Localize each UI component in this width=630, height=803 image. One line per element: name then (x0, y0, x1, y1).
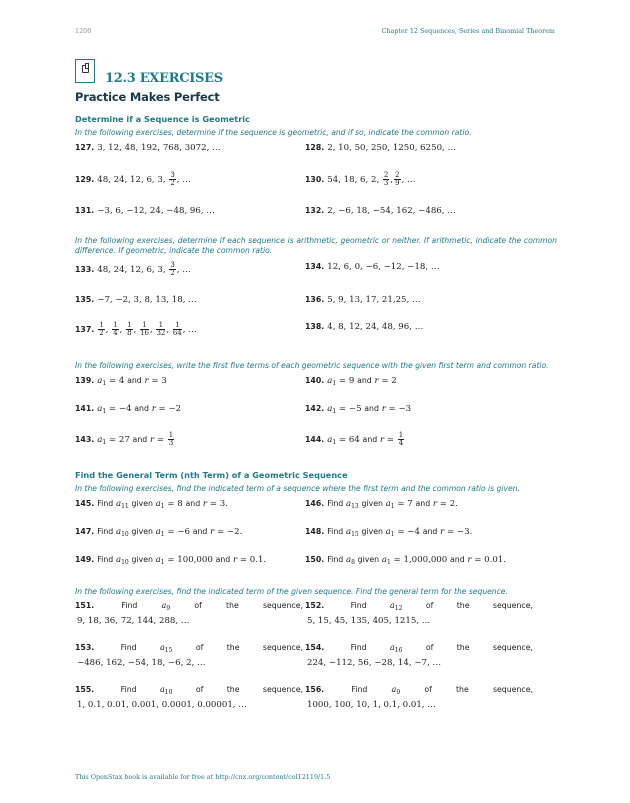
fraction: $\frac{1}{8}$ (127, 321, 132, 337)
exercise-142: 142. $a_1 = -5$ and r = −3 (305, 404, 412, 415)
exercise-150: 150. Find $a_8$ given $a_1 = 1,000,000$ and r = 0.01. (305, 555, 507, 566)
instruction-first-five: In the following exercises, write the first five terms of each geometric sequence with the given first term and common ratio. (75, 361, 549, 370)
fraction: $\frac{2}{3}$ (383, 171, 389, 187)
instruction-geometric: In the following exercises, determine if the sequence is geometric, and if so, indicate the common ratio. (75, 128, 472, 137)
exercise-139: 139. $a_1 = 4$ and r = 3 (75, 376, 167, 387)
find-line: 154. Find $a_{16}$ of the sequence, (305, 643, 533, 654)
section-subtitle: Practice Makes Perfect (75, 90, 220, 104)
sequence-terms: 224, −112, 56, −28, 14, −7, … (307, 658, 442, 668)
fraction: $\frac{3}{2}$ (170, 171, 175, 187)
page-header-number: 1200 (75, 27, 92, 35)
page-header-chapter: Chapter 12 Sequences, Series and Binomial Theorem (381, 27, 555, 35)
sequence-terms: 9, 18, 36, 72, 144, 288, … (77, 616, 190, 626)
exercise-143: 143. $a_1 = 27$ and r = $\frac{1}{3}$ (75, 431, 174, 447)
exercise-138: 138. 4, 8, 12, 24, 48, 96, … (305, 322, 424, 332)
exercise-132: 132. 2, −6, 18, −54, 162, −486, … (305, 206, 456, 216)
sequence-terms: 5, 15, 45, 135, 405, 1215, … (307, 616, 431, 626)
instruction-general-term: In the following exercises, find the indicated term of the given sequence. Find the general term for the sequence. (75, 587, 508, 596)
clipboard-icon (75, 59, 95, 83)
exercise-134: 134. 12, 6, 0, −6, −12, −18, … (305, 262, 440, 272)
find-line: 153. Find $a_{15}$ of the sequence, (75, 643, 303, 654)
exercise-127: 127. 3, 12, 48, 192, 768, 3072, … (75, 143, 221, 153)
instruction-arith-geo: In the following exercises, determine if each sequence is arithmetic, geometric or neither. If arithmetic, indicate the common difference. If geometric, indicate the common ratio. (75, 236, 557, 255)
exercise-130: 130. 54, 18, 6, 2, $\frac{2}{3}$ , $\frac{2}{9}$ , … (305, 171, 416, 187)
exercise-128: 128. 2, 10, 50, 250, 1250, 6250, … (305, 143, 457, 153)
find-line: 152. Find $a_{12}$ of the sequence, (305, 601, 533, 612)
fraction: $\frac{1}{4}$ (113, 321, 118, 337)
fraction: $\frac{2}{9}$ (395, 171, 400, 187)
fraction: $\frac{1}{3}$ (168, 431, 174, 447)
exercise-148: 148. Find $a_{15}$ given $a_1 = -4$ and r = −3. (305, 527, 473, 538)
sequence-terms: 1, 0.1, 0.01, 0.001, 0.0001, 0.00001, … (77, 700, 247, 710)
heading-general-term: Find the General Term (nth Term) of a Geometric Sequence (75, 470, 348, 480)
find-line: 156. Find $a_9$ of the sequence, (305, 685, 533, 696)
heading-geometric: Determine if a Sequence is Geometric (75, 114, 250, 124)
exercise-135: 135. −7, −2, 3, 8, 13, 18, … (75, 295, 197, 305)
instruction-indicated-term: In the following exercises, find the indicated term of a sequence where the first term and the common ratio is given. (75, 484, 520, 493)
fraction: $\frac{1}{64}$ (172, 321, 182, 337)
exercise-147: 147. Find $a_{10}$ given $a_1 = -6$ and r = −2. (75, 527, 243, 538)
exercise-129: 129. 48, 24, 12, 6, 3, $\frac{3}{2}$ , … (75, 171, 191, 187)
page-footer: This OpenStax book is available for free at http://cnx.org/content/col12119/1.5 (75, 773, 331, 781)
fraction-list: $\frac{1}{2}$ , $\frac{1}{4}$ , $\frac{1}{8}$ , $\frac{1}{16}$ , $\frac{1}{32}$ , $\frac{1}{64}$ , (99, 321, 189, 337)
exercise-140: 140. $a_1 = 9$ and r = 2 (305, 376, 397, 387)
exercise-149: 149. Find $a_{10}$ given $a_1 = 100,000$ and r = 0.1. (75, 555, 267, 566)
exercise-146: 146. Find $a_{13}$ given $a_1 = 7$ and r = 2. (305, 499, 458, 510)
sequence-terms: 1000, 100, 10, 1, 0.1, 0.01, … (307, 700, 436, 710)
fraction: $\frac{1}{16}$ (140, 321, 149, 337)
fraction: $\frac{3}{2}$ (170, 261, 175, 277)
exercise-137: 137. $\frac{1}{2}$ , $\frac{1}{4}$ , $\frac{1}{8}$ , $\frac{1}{16}$ , $\frac{1}{32}$ , $\frac{1}{64}$ , … (75, 321, 197, 337)
sequence-terms: −486, 162, −54, 18, −6, 2, … (77, 658, 206, 668)
section-title: 12.3 EXERCISES (105, 71, 223, 86)
exercise-131: 131. −3, 6, −12, 24, −48, 96, … (75, 206, 215, 216)
fraction: $\frac{1}{32}$ (156, 321, 166, 337)
fraction: $\frac{1}{2}$ (99, 321, 104, 337)
exercise-144: 144. $a_1 = 64$ and r = $\frac{1}{4}$ (305, 431, 404, 447)
fraction: $\frac{1}{4}$ (398, 431, 404, 447)
exercise-136: 136. 5, 9, 13, 17, 21,25, … (305, 295, 421, 305)
find-line: 151. Find $a_9$ of the sequence, (75, 601, 303, 612)
exercise-133: 133. 48, 24, 12, 6, 3, $\frac{3}{2}$ , … (75, 261, 191, 277)
find-line: 155. Find $a_{10}$ of the sequence, (75, 685, 303, 696)
exercise-141: 141. $a_1 = -4$ and r = −2 (75, 404, 182, 415)
exercise-145: 145. Find $a_{11}$ given $a_1 = 8$ and r = 3. (75, 499, 228, 510)
